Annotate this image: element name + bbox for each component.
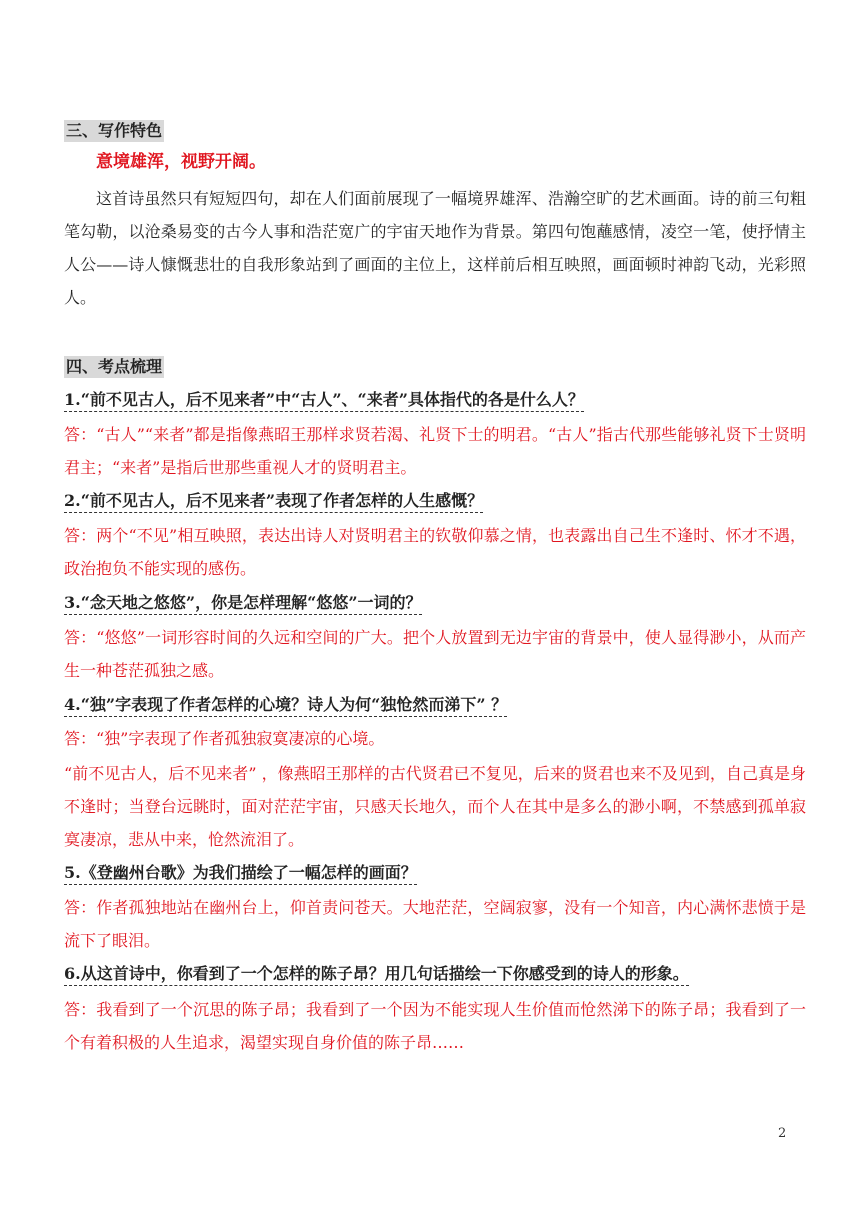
question-3: 3.“念天地之悠悠”，你是怎样理解“悠悠”一词的？	[64, 592, 422, 615]
answer-3: 答：“悠悠”一词形容时间的久远和空间的广大。把个人放置到无边宇宙的背景中，使人显得渺小，从而产生一种苍茫孤独之感。	[64, 628, 806, 680]
answer-4: 答：“独”字表现了作者孤独寂寞凄凉的心境。	[64, 729, 385, 748]
section-title-key-points: 四、考点梳理	[66, 357, 163, 376]
question-5: 5.《登幽州台歌》为我们描绘了一幅怎样的画面？	[64, 862, 417, 885]
section-subtitle: 意境雄浑，视野开阔。	[96, 152, 266, 172]
question-4: 4.“独”字表现了作者怎样的心境？诗人为何“独怆然而涕下” ？	[64, 694, 507, 717]
answer-1: 答：“古人”“来者”都是指像燕昭王那样求贤若渴、礼贤下士的明君。“古人”指古代那些能够礼贤下士贤明君主；“来者”是指后世那些重视人才的贤明君主。	[64, 425, 806, 477]
answer-6: 答：我看到了一个沉思的陈子昂；我看到了一个因为不能实现人生价值而怆然涕下的陈子昂；我看到了一个有着积极的人生追求，渴望实现自身价值的陈子昂……	[64, 1000, 806, 1052]
section-title-writing-features: 三、写作特色	[66, 121, 163, 140]
question-6: 6.从这首诗中，你看到了一个怎样的陈子昂？用几句话描绘一下你感受到的诗人的形象。	[64, 963, 689, 986]
answer-2: 答：两个“不见”相互映照，表达出诗人对贤明君主的钦敬仰慕之情，也表露出自己生不逢时、怀才不遇，政治抱负不能实现的感伤。	[64, 526, 806, 578]
page-number: 2	[778, 1126, 787, 1141]
writing-features-paragraph: 这首诗虽然只有短短四句，却在人们面前展现了一幅境界雄浑、浩瀚空旷的艺术画面。诗的前三句粗笔勾勒，以沧桑易变的古今人事和浩茫宽广的宇宙天地作为背景。第四句饱蘸感情，凌空一笔，使抒情主人公——诗人慷慨悲壮的自我形象站到了画面的主位上，这样前后相互映照，画面顿时神韵飞动，光彩照人。	[64, 189, 806, 307]
answer-4-detail: “前不见古人，后不见来者” ，像燕昭王那样的古代贤君已不复见，后来的贤君也来不及见到，自己真是身不逢时；当登台远眺时，面对茫茫宇宙，只感天长地久，而个人在其中是多么的渺小啊，不禁感到孤单寂寞凄凉，悲从中来，怆然流泪了。	[64, 764, 806, 849]
question-1: 1.“前不见古人，后不见来者”中“古人”、“来者”具体指代的各是什么人？	[64, 389, 584, 412]
answer-5: 答：作者孤独地站在幽州台上，仰首责问苍天。大地茫茫，空阔寂寥，没有一个知音，内心满怀悲愤于是流下了眼泪。	[64, 898, 806, 950]
question-2: 2.“前不见古人，后不见来者”表现了作者怎样的人生感慨？	[64, 490, 483, 513]
